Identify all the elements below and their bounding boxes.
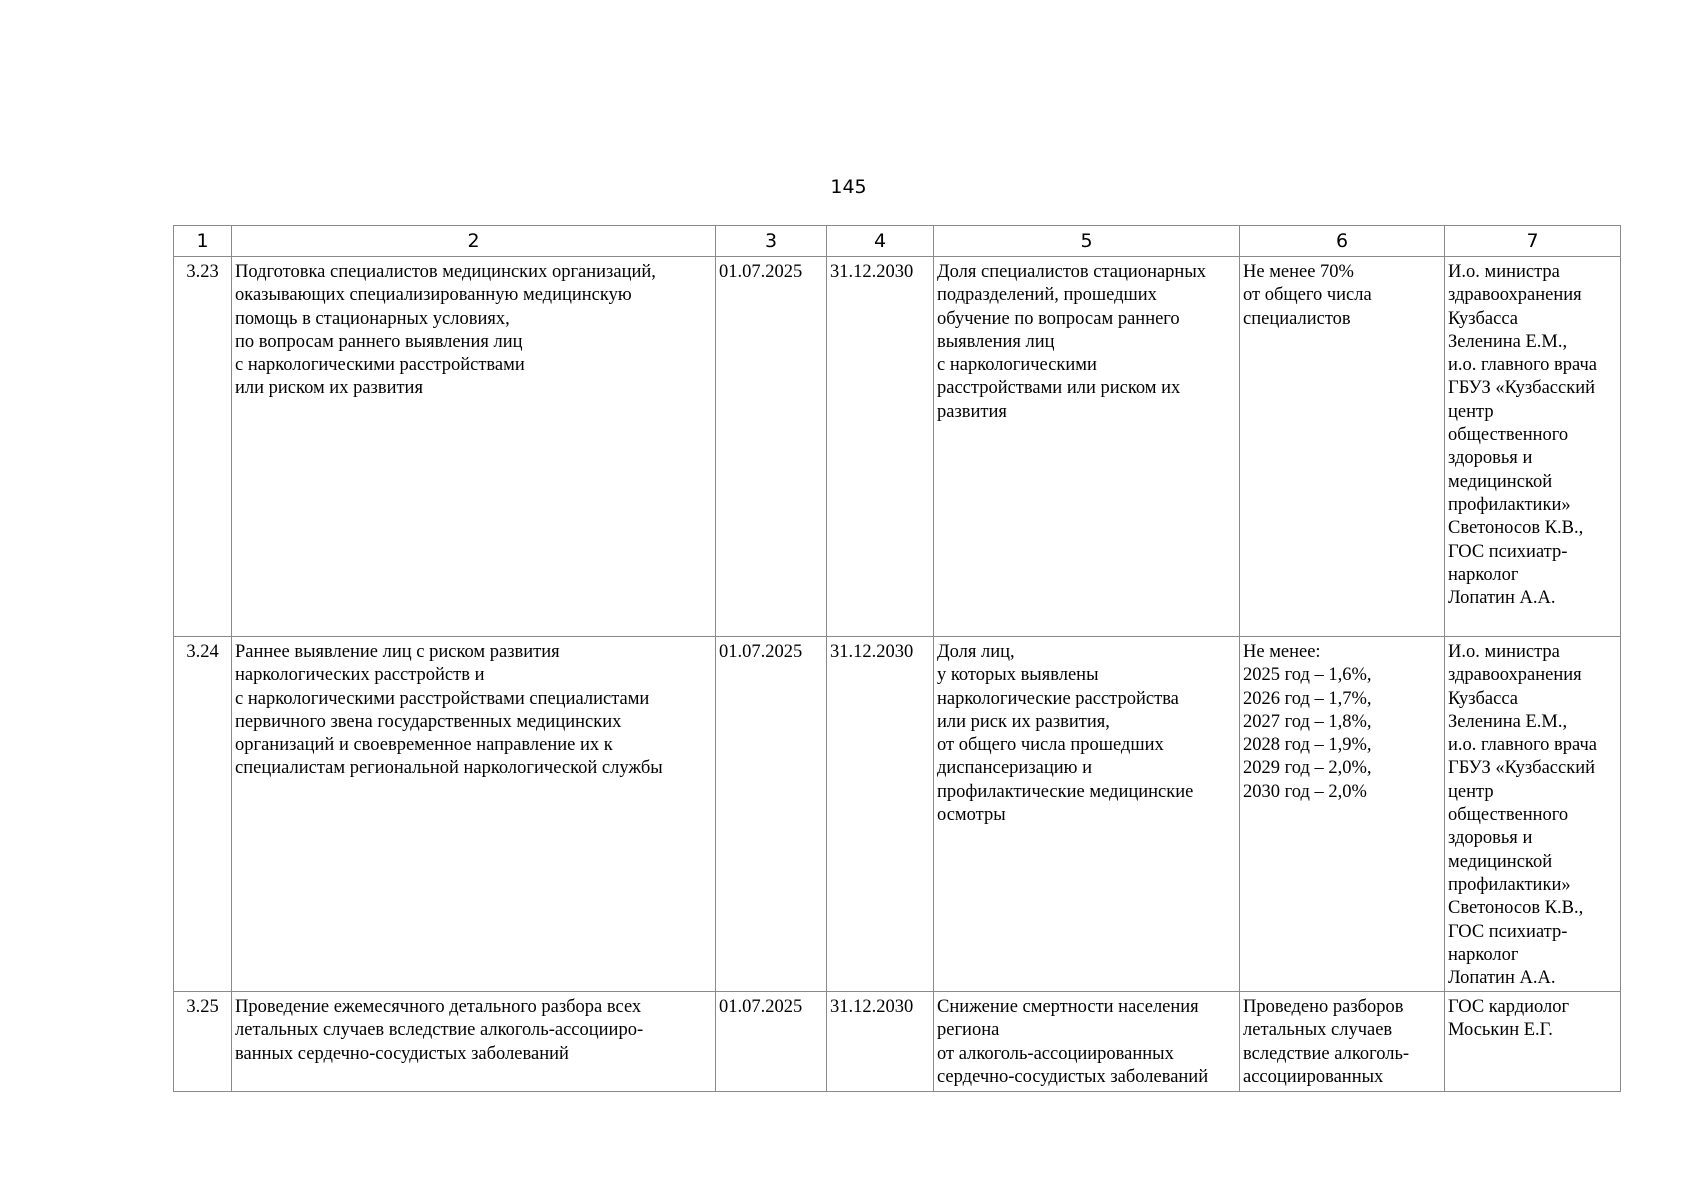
indicator: Снижение смертности населения региона от алкоголь-ассоциированных сердечно-сосудистых заболеваний (934, 992, 1240, 1092)
end-date: 31.12.2030 (827, 992, 934, 1092)
indicator: Доля специалистов стационарных подразделений, прошедших обучение по вопросам раннего выявления лиц с наркологическими расстройствами или риском их развития (934, 257, 1240, 637)
start-date: 01.07.2025 (716, 637, 827, 992)
action-plan-table (173, 225, 1621, 1092)
column-header-7: 7 (1445, 226, 1621, 257)
start-date: 01.07.2025 (716, 992, 827, 1092)
target-value: Не менее: 2025 год – 1,6%, 2026 год – 1,7%, 2027 год – 1,8%, 2028 год – 1,9%, 2029 год – 2,0%, 2030 год – 2,0% (1240, 637, 1445, 992)
responsible: И.о. министра здравоохранения Кузбасса Зеленина Е.М., и.о. главного врача ГБУЗ «Кузбасский центр общественного здоровья и медицинской профилактики» Светоносов К.В., ГОС психиатр- нарколог Лопатин А.А. (1445, 257, 1621, 637)
column-header-5: 5 (934, 226, 1240, 257)
activity-description: Раннее выявление лиц с риском развития наркологических расстройств и с наркологическими расстройствами специалистами первичного звена государственных медицинских организаций и своевременное направление их к специалистам региональной наркологической службы (232, 637, 716, 992)
activity-description: Проведение ежемесячного детального разбора всех летальных случаев вследствие алкоголь-ассоцииро- ванных сердечно-сосудистых заболеваний (232, 992, 716, 1092)
row-number: 3.24 (174, 637, 232, 992)
column-header-3: 3 (716, 226, 827, 257)
page-number: 145 (830, 176, 867, 198)
header-row (174, 226, 1621, 257)
column-header-4: 4 (827, 226, 934, 257)
column-header-6: 6 (1240, 226, 1445, 257)
column-header-1: 1 (174, 226, 232, 257)
indicator: Доля лиц, у которых выявлены наркологические расстройства или риск их развития, от общего числа прошедших диспансеризацию и профилактические медицинские осмотры (934, 637, 1240, 992)
end-date: 31.12.2030 (827, 257, 934, 637)
table-row (174, 637, 1621, 992)
responsible: ГОС кардиолог Моськин Е.Г. (1445, 992, 1621, 1092)
start-date: 01.07.2025 (716, 257, 827, 637)
activity-description: Подготовка специалистов медицинских организаций, оказывающих специализированную медицинскую помощь в стационарных условиях, по вопросам раннего выявления лиц с наркологическими расстройствами или риском их развития (232, 257, 716, 637)
end-date: 31.12.2030 (827, 637, 934, 992)
column-header-2: 2 (232, 226, 716, 257)
table-row (174, 257, 1621, 637)
target-value: Проведено разборов летальных случаев вследствие алкоголь- ассоциированных (1240, 992, 1445, 1092)
responsible: И.о. министра здравоохранения Кузбасса Зеленина Е.М., и.о. главного врача ГБУЗ «Кузбасский центр общественного здоровья и медицинской профилактики» Светоносов К.В., ГОС психиатр- нарколог Лопатин А.А. (1445, 637, 1621, 992)
row-number: 3.25 (174, 992, 232, 1092)
table-row (174, 992, 1621, 1092)
row-number: 3.23 (174, 257, 232, 637)
target-value: Не менее 70% от общего числа специалистов (1240, 257, 1445, 637)
